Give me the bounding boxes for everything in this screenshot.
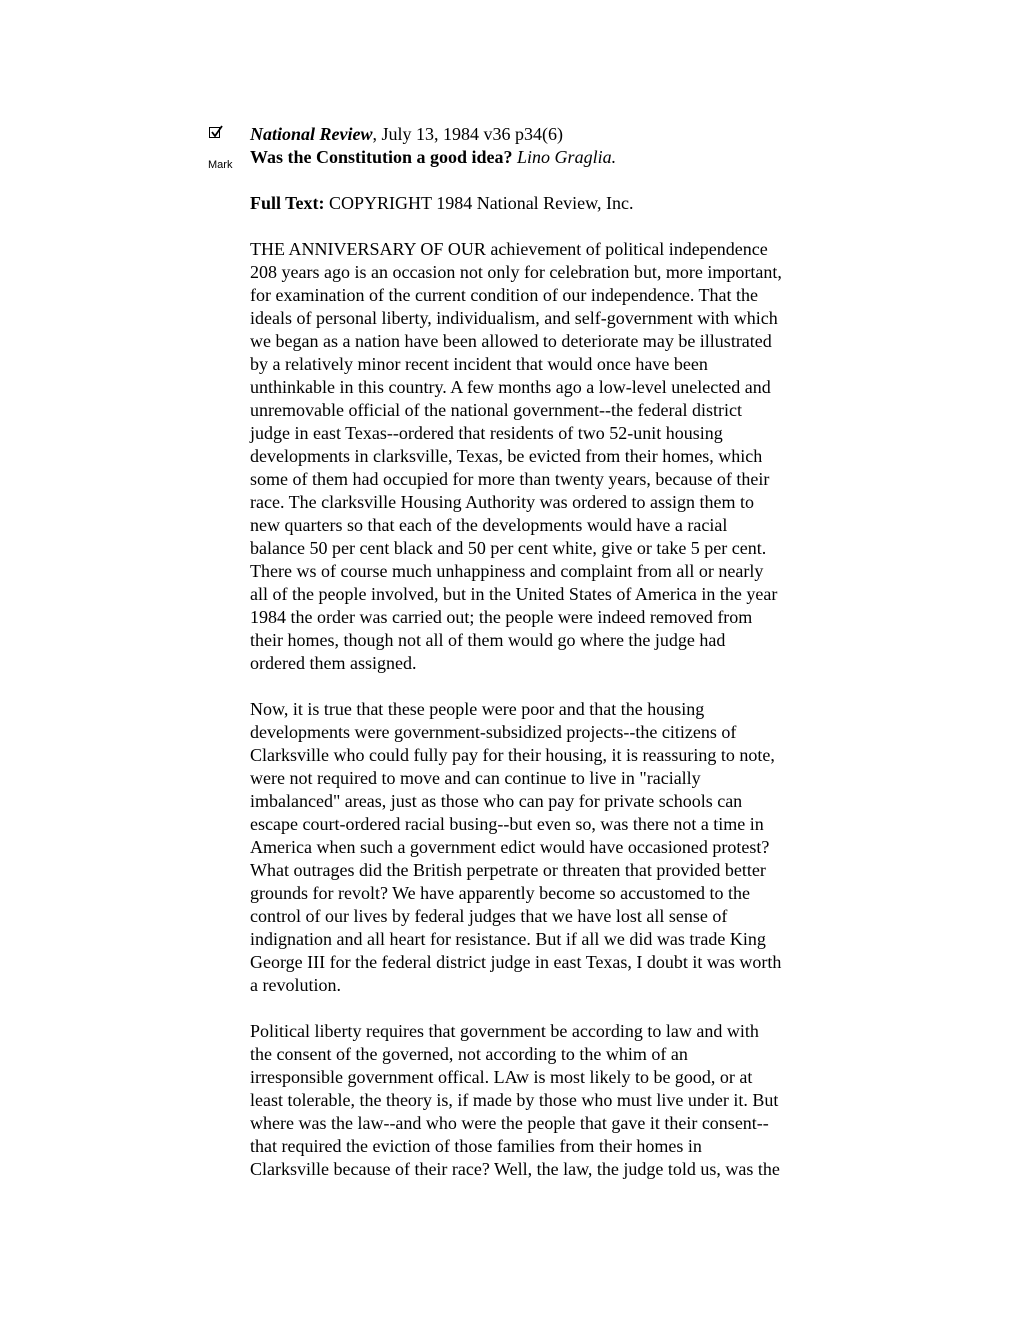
- paragraph-line: grounds for revolt? We have apparently become so accustomed to the: [250, 883, 751, 903]
- citation-line: [250, 123, 850, 146]
- paragraph-line: irresponsible government offical. LAw is most likely to be good, or at: [250, 1067, 753, 1087]
- paragraph-line: indignation and all heart for resistance. But if all we did was trade King: [250, 929, 766, 949]
- article-author: Lino Graglia.: [517, 147, 617, 167]
- paragraph-line: some of them had occupied for more than twenty years, because of their: [250, 469, 770, 489]
- paragraph-line: George III for the federal district judge in east Texas, I doubt it was worth: [250, 952, 782, 972]
- source-name: National Review: [250, 124, 373, 144]
- paragraph-line: a revolution.: [250, 975, 341, 995]
- mark-label: Mark: [208, 159, 233, 171]
- paragraph-line: unthinkable in this country. A few months ago a low-level unelected and: [250, 377, 771, 397]
- paragraph-line: judge in east Texas--ordered that residents of two 52-unit housing: [250, 423, 723, 443]
- mark-checkbox[interactable]: [209, 127, 220, 138]
- article-paragraph: [250, 698, 850, 997]
- paragraph-line: their homes, though not all of them would go where the judge had: [250, 630, 726, 650]
- paragraph-line: imbalanced" areas, just as those who can pay for private schools can: [250, 791, 743, 811]
- paragraph-line: ordered them assigned.: [250, 653, 417, 673]
- paragraph-line: unremovable official of the national government--the federal district: [250, 400, 742, 420]
- full-text-line: [250, 192, 850, 215]
- paragraph-line: that required the eviction of those families from their homes in: [250, 1136, 702, 1156]
- paragraph-line: Now, it is true that these people were poor and that the housing: [250, 699, 705, 719]
- paragraph-line: by a relatively minor recent incident that would once have been: [250, 354, 708, 374]
- paragraph-line: race. The clarksville Housing Authority was ordered to assign them to: [250, 492, 755, 512]
- paragraph-line: were not required to move and can continue to live in "racially: [250, 768, 701, 788]
- paragraph-line: There ws of course much unhappiness and complaint from all or nearly: [250, 561, 764, 581]
- copyright-notice: COPYRIGHT 1984 National Review, Inc.: [329, 193, 634, 213]
- document-body: [250, 123, 850, 1181]
- paragraph-line: America when such a government edict would have occasioned protest?: [250, 837, 770, 857]
- paragraph-line: control of our lives by federal judges that we have lost all sense of: [250, 906, 728, 926]
- paragraph-line: ideals of personal liberty, individualism, and self-government with which: [250, 308, 778, 328]
- article-title: Was the Constitution a good idea?: [250, 147, 513, 167]
- paragraph-line: new quarters so that each of the developments would have a racial: [250, 515, 728, 535]
- citation-details: , July 13, 1984 v36 p34(6): [372, 124, 563, 144]
- checkmark-icon: [210, 125, 224, 139]
- paragraph-line: 1984 the order was carried out; the people were indeed removed from: [250, 607, 753, 627]
- article-paragraph: [250, 1020, 850, 1181]
- paragraph-line: least tolerable, the theory is, if made by those who must live under it. But: [250, 1090, 779, 1110]
- paragraph-line: for examination of the current condition of our independence. That the: [250, 285, 758, 305]
- paragraph-line: the consent of the governed, not according to the whim of an: [250, 1044, 688, 1064]
- paragraph-line: we began as a nation have been allowed to deteriorate may be illustrated: [250, 331, 772, 351]
- full-text-label: Full Text:: [250, 193, 325, 213]
- paragraph-line: Clarksville because of their race? Well, the law, the judge told us, was the: [250, 1159, 780, 1179]
- article-text: [250, 238, 850, 1181]
- paragraph-line: developments were government-subsidized projects--the citizens of: [250, 722, 737, 742]
- paragraph-line: Political liberty requires that government be according to law and with: [250, 1021, 759, 1041]
- article-title-line: [250, 146, 850, 169]
- paragraph-line: What outrages did the British perpetrate or threaten that provided better: [250, 860, 766, 880]
- article-paragraph: [250, 238, 850, 675]
- paragraph-line: developments in clarksville, Texas, be evicted from their homes, which: [250, 446, 763, 466]
- paragraph-line: balance 50 per cent black and 50 per cent white, give or take 5 per cent.: [250, 538, 767, 558]
- paragraph-line: 208 years ago is an occasion not only for celebration but, more important,: [250, 262, 782, 282]
- paragraph-line: escape court-ordered racial busing--but even so, was there not a time in: [250, 814, 764, 834]
- paragraph-line: Clarksville who could fully pay for their housing, it is reassuring to note,: [250, 745, 775, 765]
- paragraph-line: THE ANNIVERSARY OF OUR achievement of political independence: [250, 239, 768, 259]
- paragraph-line: where was the law--and who were the people that gave it their consent--: [250, 1113, 769, 1133]
- paragraph-line: all of the people involved, but in the United States of America in the year: [250, 584, 778, 604]
